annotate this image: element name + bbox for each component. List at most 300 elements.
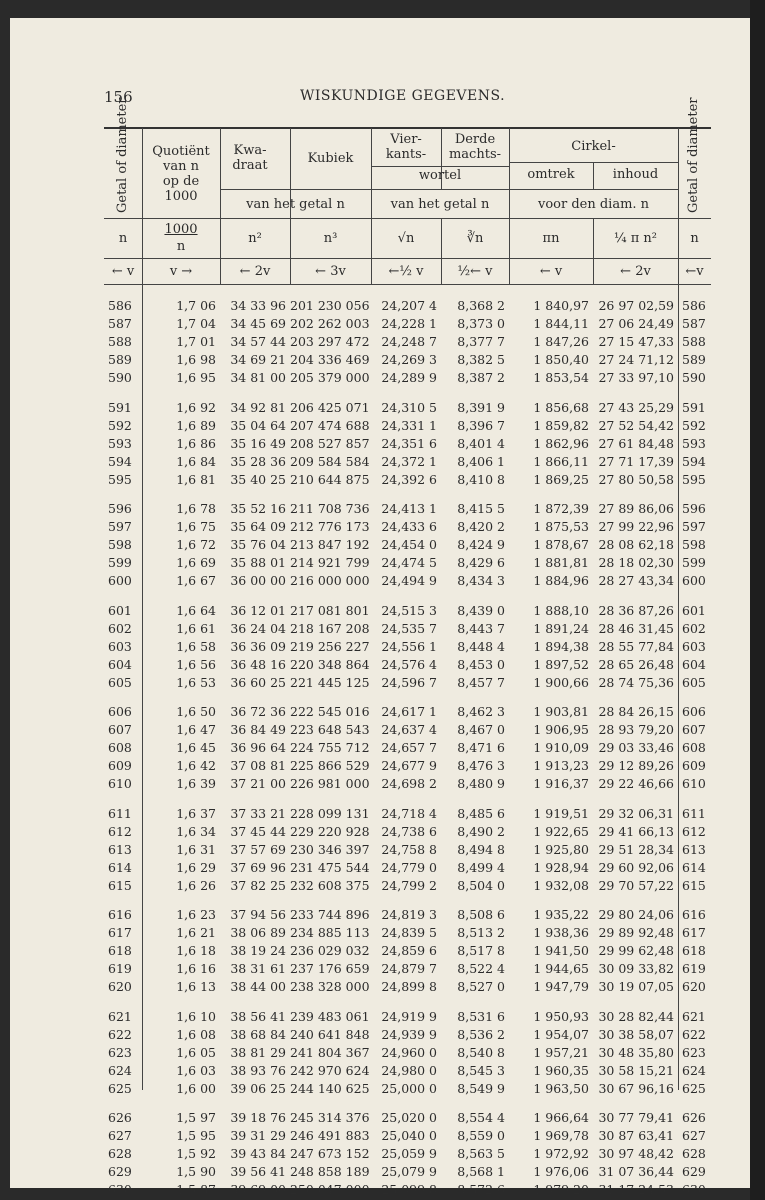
header-van-het-getal-1: van het getal n: [246, 197, 345, 212]
sym-n-denom: n: [176, 239, 186, 254]
table-cell: 620: [108, 979, 132, 995]
table-cell: 1 900,66: [533, 674, 589, 690]
sym-pi-n: πn: [542, 231, 560, 246]
table-cell: 221 445 125: [290, 674, 370, 690]
table-cell: 28 46 31,45: [598, 620, 674, 636]
table-cell: 24,980 0: [381, 1062, 437, 1078]
table-cell: 1 878,67: [533, 537, 589, 553]
table-cell: 24,474 5: [381, 555, 437, 571]
table-cell: 1,5 90: [176, 1164, 216, 1180]
table-cell: 1 979,20: [533, 1182, 589, 1198]
diff-5: ½← v: [457, 264, 493, 279]
table-cell: 28 18 02,30: [598, 555, 674, 571]
table-cell: 250 047 000: [290, 1182, 370, 1198]
table-cell: 586: [108, 298, 132, 313]
table-cell: 1,6 78: [176, 501, 216, 516]
table-cell: 629: [682, 1164, 706, 1180]
table-cell: 29 80 24,06: [598, 907, 674, 922]
table-cell: 622: [108, 1026, 132, 1042]
table-cell: 224 755 712: [290, 740, 370, 756]
table-cell: 36 36 09: [230, 638, 286, 654]
table-cell: 8,443 7: [457, 620, 505, 636]
table-cell: 612: [108, 823, 132, 839]
table-cell: 1 881,81: [533, 555, 589, 571]
table-cell: 247 673 152: [290, 1146, 370, 1162]
table-cell: 592: [682, 417, 706, 433]
table-cell: 1 891,24: [533, 620, 589, 636]
table-cell: 1 928,94: [533, 859, 589, 875]
table-cell: 1 932,08: [533, 877, 589, 893]
table-cell: 38 93 76: [230, 1062, 286, 1078]
table-cell: 28 74 75,36: [598, 674, 674, 690]
table-cell: 37 08 81: [230, 758, 286, 774]
table-cell: 1 919,51: [533, 805, 589, 821]
table-cell: 620: [682, 979, 706, 995]
table-cell: 24,799 2: [381, 877, 437, 893]
table-cell: 30 67 96,16: [598, 1080, 674, 1096]
table-cell: 25,000 0: [381, 1080, 437, 1096]
table-cell: 8,467 0: [457, 722, 505, 738]
table-cell: 604: [682, 656, 706, 672]
table-cell: 234 885 113: [290, 925, 370, 941]
table-cell: 24,515 3: [381, 602, 437, 618]
header-vierkants: Vier- kants-: [385, 132, 427, 162]
table-cell: 8,527 0: [457, 979, 505, 995]
table-cell: 8,568 1: [457, 1164, 505, 1180]
table-cell: 8,387 2: [457, 370, 505, 386]
table-cell: 204 336 469: [290, 352, 370, 368]
table-cell: 599: [108, 555, 132, 571]
table-cell: 39 31 29: [230, 1128, 286, 1144]
table-cell: 24,939 9: [381, 1026, 437, 1042]
table-cell: 27 61 84,48: [598, 435, 674, 451]
table-cell: 614: [682, 859, 706, 875]
table-cell: 594: [108, 453, 132, 469]
table-cell: 590: [682, 370, 706, 386]
table-cell: 35 16 49: [230, 435, 286, 451]
table-cell: 35 40 25: [230, 471, 286, 487]
table-cell: 38 31 61: [230, 961, 286, 977]
header-van-het-getal-2: van het getal n: [390, 197, 490, 212]
table-cell: 27 24 71,12: [598, 352, 674, 368]
header-cirkel: Cirkel-: [571, 139, 616, 154]
table-cell: 8,448 4: [457, 638, 505, 654]
table-cell: 8,490 2: [457, 823, 505, 839]
table-cell: 1 947,79: [533, 979, 589, 995]
table-cell: 239 483 061: [290, 1008, 370, 1024]
table-cell: 217 081 801: [290, 602, 370, 618]
table-cell: 586: [682, 298, 706, 313]
table-cell: 8,494 8: [457, 841, 505, 857]
table-cell: 615: [108, 877, 132, 893]
table-cell: 248 858 189: [290, 1164, 370, 1180]
table-cell: 609: [108, 758, 132, 774]
table-cell: 29 60 92,06: [598, 859, 674, 875]
table-cell: 205 379 000: [290, 370, 370, 386]
table-cell: 1 935,22: [533, 907, 589, 922]
table-cell: 1,6 81: [176, 471, 216, 487]
table-cell: 599: [682, 555, 706, 571]
table-cell: 38 19 24: [230, 943, 286, 959]
table-cell: 1 916,37: [533, 776, 589, 792]
table-cell: 29 12 89,26: [598, 758, 674, 774]
table-cell: 8,485 6: [457, 805, 505, 821]
table-cell: 617: [108, 925, 132, 941]
table-cell: 34 92 81: [230, 399, 286, 415]
table-cell: 1,6 34: [176, 823, 216, 839]
table-cell: 594: [682, 453, 706, 469]
table-cell: 630: [682, 1182, 706, 1198]
sym-1000: 1000: [164, 222, 198, 237]
table-cell: 587: [108, 316, 132, 332]
table-cell: 1,6 75: [176, 519, 216, 535]
table-cell: 24,454 0: [381, 537, 437, 553]
table-cell: 628: [682, 1146, 706, 1162]
table-cell: 1 875,53: [533, 519, 589, 535]
table-cell: 613: [108, 841, 132, 857]
table-cell: 1,5 87: [176, 1182, 216, 1198]
table-cell: 8,554 4: [457, 1110, 505, 1125]
table-cell: 27 15 47,33: [598, 334, 674, 350]
table-cell: 24,637 4: [381, 722, 437, 738]
table-cell: 26 97 02,59: [598, 298, 674, 313]
table-cell: 35 28 36: [230, 453, 286, 469]
table-cell: 8,434 3: [457, 573, 505, 589]
table-cell: 24,758 8: [381, 841, 437, 857]
table-cell: 595: [682, 471, 706, 487]
table-cell: 37 45 44: [230, 823, 286, 839]
table-cell: 8,559 0: [457, 1128, 505, 1144]
diff-0: ← v: [111, 264, 135, 279]
table-cell: 30 97 48,42: [598, 1146, 674, 1162]
table-cell: 8,476 3: [457, 758, 505, 774]
table-cell: 625: [682, 1080, 706, 1096]
table-top-rule: [104, 127, 711, 129]
table-cell: 29 03 33,46: [598, 740, 674, 756]
table-cell: 1 872,39: [533, 501, 589, 516]
table-cell: 30 28 82,44: [598, 1008, 674, 1024]
table-cell: 1 925,80: [533, 841, 589, 857]
table-cell: 222 545 016: [290, 704, 370, 719]
table-cell: 24,310 5: [381, 399, 437, 415]
table-cell: 1,7 06: [176, 298, 216, 313]
table-cell: 1,6 00: [176, 1080, 216, 1096]
sym-n3: n³: [323, 231, 338, 246]
table-cell: 24,372 1: [381, 453, 437, 469]
table-cell: 1,6 50: [176, 704, 216, 719]
table-cell: 30 38 58,07: [598, 1026, 674, 1042]
table-cell: 24,392 6: [381, 471, 437, 487]
table-cell: 27 06 24,49: [598, 316, 674, 332]
header-getal-of-diameter-right: Getal of diameter: [686, 97, 701, 213]
table-cell: 617: [682, 925, 706, 941]
table-cell: 230 346 397: [290, 841, 370, 857]
table-cell: 1,6 31: [176, 841, 216, 857]
table-cell: 30 48 35,80: [598, 1044, 674, 1060]
table-cell: 1,6 37: [176, 805, 216, 821]
table-cell: 8,401 4: [457, 435, 505, 451]
table-cell: 28 36 87,26: [598, 602, 674, 618]
table-cell: 8,373 0: [457, 316, 505, 332]
diff-2: ← 2v: [239, 264, 271, 279]
table-cell: 8,513 2: [457, 925, 505, 941]
table-cell: 1 906,95: [533, 722, 589, 738]
table-cell: 209 584 584: [290, 453, 370, 469]
table-cell: 1,6 16: [176, 961, 216, 977]
table-cell: 29 70 57,22: [598, 877, 674, 893]
table-cell: 25,099 8: [381, 1182, 437, 1198]
table-cell: 590: [108, 370, 132, 386]
table-cell: 24,351 6: [381, 435, 437, 451]
table-cell: 614: [108, 859, 132, 875]
table-cell: 231 475 544: [290, 859, 370, 875]
table-cell: 28 93 79,20: [598, 722, 674, 738]
table-cell: 597: [682, 519, 706, 535]
table-cell: 246 491 883: [290, 1128, 370, 1144]
table-cell: 1 856,68: [533, 399, 589, 415]
table-cell: 1,6 84: [176, 453, 216, 469]
table-cell: 618: [108, 943, 132, 959]
sym-n2: n²: [248, 231, 262, 246]
table-cell: 1,6 45: [176, 740, 216, 756]
table-cell: 601: [682, 602, 706, 618]
header-derde-machts: Derde machts-: [448, 132, 502, 162]
table-cell: 1,6 47: [176, 722, 216, 738]
table-cell: 1,6 29: [176, 859, 216, 875]
table-cell: 1 913,23: [533, 758, 589, 774]
table-cell: 226 981 000: [290, 776, 370, 792]
table-cell: 625: [108, 1080, 132, 1096]
table-cell: 232 608 375: [290, 877, 370, 893]
table-cell: 1,6 58: [176, 638, 216, 654]
table-cell: 27 99 22,96: [598, 519, 674, 535]
table-cell: 219 256 227: [290, 638, 370, 654]
table-cell: 24,596 7: [381, 674, 437, 690]
table-cell: 611: [682, 805, 706, 821]
table-cell: 598: [108, 537, 132, 553]
table-cell: 36 60 25: [230, 674, 286, 690]
table-cell: 591: [682, 399, 706, 415]
table-cell: 8,424 9: [457, 537, 505, 553]
table-cell: 8,382 5: [457, 352, 505, 368]
table-cell: 8,406 1: [457, 453, 505, 469]
table-cell: 29 51 28,34: [598, 841, 674, 857]
table-cell: 36 96 64: [230, 740, 286, 756]
table-cell: 201 230 056: [290, 298, 370, 313]
table-cell: 212 776 173: [290, 519, 370, 535]
table-cell: 38 06 89: [230, 925, 286, 941]
table-cell: 8,462 3: [457, 704, 505, 719]
table-cell: 36 24 04: [230, 620, 286, 636]
table-cell: 24,657 7: [381, 740, 437, 756]
table-cell: 225 866 529: [290, 758, 370, 774]
table-cell: 24,433 6: [381, 519, 437, 535]
table-cell: 8,471 6: [457, 740, 505, 756]
table-cell: 1 972,92: [533, 1146, 589, 1162]
table-cell: 34 45 69: [230, 316, 286, 332]
table-cell: 1,6 26: [176, 877, 216, 893]
table-cell: 39 56 41: [230, 1164, 286, 1180]
table-cell: 233 744 896: [290, 907, 370, 922]
table-cell: 605: [108, 674, 132, 690]
table-cell: 27 80 50,58: [598, 471, 674, 487]
table-cell: 1,6 42: [176, 758, 216, 774]
table-cell: 604: [108, 656, 132, 672]
sym-quarter-pi-n2: ¼ π n²: [614, 231, 657, 246]
table-cell: 35 64 09: [230, 519, 286, 535]
table-cell: 606: [682, 704, 706, 719]
table-cell: 34 69 21: [230, 352, 286, 368]
header-voor-den-diam: voor den diam. n: [537, 197, 650, 212]
table-cell: 237 176 659: [290, 961, 370, 977]
table-cell: 616: [682, 907, 706, 922]
table-cell: 8,457 7: [457, 674, 505, 690]
table-cell: 25,079 9: [381, 1164, 437, 1180]
table-cell: 38 68 84: [230, 1026, 286, 1042]
table-cell: 37 69 96: [230, 859, 286, 875]
table-cell: 241 804 367: [290, 1044, 370, 1060]
table-cell: 589: [682, 352, 706, 368]
table-cell: 8,531 6: [457, 1008, 505, 1024]
header-rule-1: [104, 218, 711, 219]
table-cell: 24,677 9: [381, 758, 437, 774]
table-cell: 592: [108, 417, 132, 433]
table-cell: 1,6 56: [176, 656, 216, 672]
table-cell: 24,228 1: [381, 316, 437, 332]
table-cell: 31 17 24,53: [598, 1182, 674, 1198]
table-cell: 236 029 032: [290, 943, 370, 959]
table-cell: 27 71 17,39: [598, 453, 674, 469]
table-cell: 1 976,06: [533, 1164, 589, 1180]
table-cell: 619: [682, 961, 706, 977]
table-cell: 1 922,65: [533, 823, 589, 839]
table-cell: 596: [108, 501, 132, 516]
table-cell: 8,377 7: [457, 334, 505, 350]
header-getal-of-diameter-left: Getal of diameter: [115, 97, 130, 213]
table-cell: 229 220 928: [290, 823, 370, 839]
table-cell: 8,415 5: [457, 501, 505, 516]
table-cell: 214 921 799: [290, 555, 370, 571]
sym-n-right: n: [690, 231, 699, 246]
table-cell: 621: [682, 1008, 706, 1024]
table-cell: 220 348 864: [290, 656, 370, 672]
table-cell: 8,549 9: [457, 1080, 505, 1096]
table-cell: 24,779 0: [381, 859, 437, 875]
table-cell: 591: [108, 399, 132, 415]
table-cell: 35 04 64: [230, 417, 286, 433]
table-cell: 28 55 77,84: [598, 638, 674, 654]
table-cell: 602: [682, 620, 706, 636]
table-cell: 8,480 9: [457, 776, 505, 792]
table-cell: 24,248 7: [381, 334, 437, 350]
table-cell: 1,6 21: [176, 925, 216, 941]
table-cell: 1,6 86: [176, 435, 216, 451]
table-cell: 8,396 7: [457, 417, 505, 433]
table-cell: 39 06 25: [230, 1080, 286, 1096]
table-cell: 210 644 875: [290, 471, 370, 487]
table-cell: 8,540 8: [457, 1044, 505, 1060]
table-cell: 208 527 857: [290, 435, 370, 451]
table-cell: 603: [108, 638, 132, 654]
table-cell: 24,556 1: [381, 638, 437, 654]
table-cell: 38 44 00: [230, 979, 286, 995]
table-cell: 605: [682, 674, 706, 690]
table-cell: 609: [682, 758, 706, 774]
diff-1: v →: [169, 264, 193, 279]
table-cell: 211 708 736: [290, 501, 370, 516]
table-cell: 610: [108, 776, 132, 792]
table-cell: 24,331 1: [381, 417, 437, 433]
table-cell: 1 844,11: [533, 316, 589, 332]
table-cell: 203 297 472: [290, 334, 370, 350]
table-cell: 8,368 2: [457, 298, 505, 313]
table-cell: 1 847,26: [533, 334, 589, 350]
table-cell: 596: [682, 501, 706, 516]
table-cell: 24,576 4: [381, 656, 437, 672]
table-cell: 600: [682, 573, 706, 589]
table-cell: 30 87 63,41: [598, 1128, 674, 1144]
table-cell: 1 944,65: [533, 961, 589, 977]
table-cell: 608: [108, 740, 132, 756]
table-cell: 1,6 69: [176, 555, 216, 571]
table-cell: 602: [108, 620, 132, 636]
table-cell: 1 894,38: [533, 638, 589, 654]
table-cell: 228 099 131: [290, 805, 370, 821]
table-cell: 626: [682, 1110, 706, 1125]
diff-8: ←v: [685, 264, 704, 279]
table-cell: 623: [682, 1044, 706, 1060]
table-cell: 587: [682, 316, 706, 332]
table-cell: 1,6 10: [176, 1008, 216, 1024]
table-cell: 8,429 6: [457, 555, 505, 571]
table-cell: 24,289 9: [381, 370, 437, 386]
table-cell: 593: [682, 435, 706, 451]
table-cell: 589: [108, 352, 132, 368]
table-cell: 29 41 66,13: [598, 823, 674, 839]
table-cell: 39 43 84: [230, 1146, 286, 1162]
table-cell: 36 48 16: [230, 656, 286, 672]
header-rule-2: [104, 258, 711, 259]
table-cell: 24,738 6: [381, 823, 437, 839]
table-cell: 1,6 89: [176, 417, 216, 433]
table-cell: 627: [682, 1128, 706, 1144]
table-cell: 37 33 21: [230, 805, 286, 821]
table-cell: 1 957,21: [533, 1044, 589, 1060]
table-cell: 24,839 5: [381, 925, 437, 941]
table-cell: 28 84 26,15: [598, 704, 674, 719]
table-cell: 37 57 69: [230, 841, 286, 857]
table-cell: 600: [108, 573, 132, 589]
table-cell: 1 897,52: [533, 656, 589, 672]
table-cell: 615: [682, 877, 706, 893]
sym-cbrt-n: ∛n: [466, 231, 484, 246]
table-cell: 1,6 72: [176, 537, 216, 553]
table-cell: 30 58 15,21: [598, 1062, 674, 1078]
table-cell: 28 08 62,18: [598, 537, 674, 553]
table-cell: 29 99 62,48: [598, 943, 674, 959]
table-cell: 627: [108, 1128, 132, 1144]
table-cell: 1 910,09: [533, 740, 589, 756]
table-cell: 240 641 848: [290, 1026, 370, 1042]
table-cell: 8,453 0: [457, 656, 505, 672]
table-cell: 606: [108, 704, 132, 719]
table-cell: 1,6 03: [176, 1062, 216, 1078]
table-cell: 34 57 44: [230, 334, 286, 350]
table-cell: 24,859 6: [381, 943, 437, 959]
table-cell: 1,5 95: [176, 1128, 216, 1144]
header-rule-van-het-getal: [220, 189, 678, 190]
table-cell: 38 81 29: [230, 1044, 286, 1060]
